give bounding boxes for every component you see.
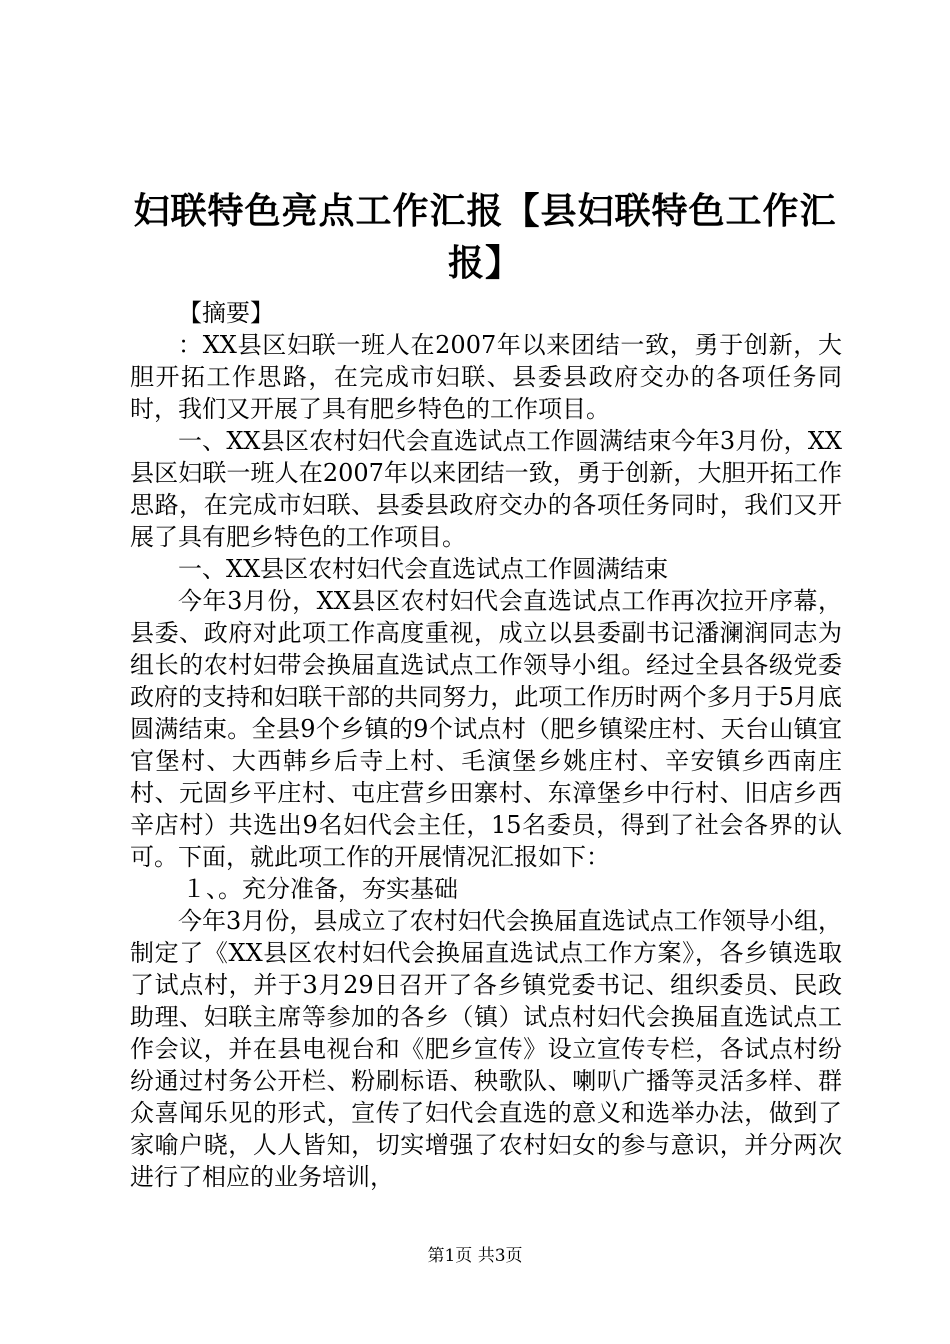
body-paragraph: 今年3月份，XX县区农村妇代会直选试点工作再次拉开序幕，县委、政府对此项工作高度重视，成立以县委副书记潘澜润同志为组长的农村妇带会换届直选试点工作领导小组。经过全县各级党委政府的支持和妇联干部的共同努力，此项工作历时两个多月于5月底圆满结束。全县9个乡镇的9个试点村（肥乡镇梁庄村、天台山镇宜官堡村、大西韩乡后寺上村、毛演堡乡姚庄村、辛安镇乡西南庄村、元固乡平庄村、屯庄营乡田寨村、东漳堡乡中行村、旧店乡西辛店村）共选出9名妇代会主任，15名委员，得到了社会各界的认可。下面，就此项工作的开展情况汇报如下： bbox=[130, 587, 842, 871]
section-heading: 一、XX县区农村妇代会直选试点工作圆满结束 bbox=[178, 555, 669, 583]
page-number: 第1页 共3页 bbox=[427, 1246, 523, 1266]
body-paragraph: 今年3月份，县成立了农村妇代会换届直选试点工作领导小组，制定了《XX县区农村妇代会换届直选试点工作方案》，各乡镇选取了试点村，并于3月29日召开了各乡镇党委书记、组织委员、民政助理、妇联主席等参加的各乡（镇）试点村妇代会换届直选试点工作会议，并在县电视台和《肥乡宣传》设立宣传专栏，各试点村纷纷通过村务公开栏、粉刷标语、秧歌队、喇叭广播等灵活多样、群众喜闻乐见的形式，宣传了妇代会直选的意义和选举办法，做到了家喻户晓，人人皆知，切实增强了农村妇女的参与意识，并分两次进行了相应的业务培训， bbox=[130, 907, 842, 1191]
subsection-heading: １、。充分准备，夯实基础 bbox=[182, 875, 458, 903]
abstract-paragraph: ：XX县区妇联一班人在2007年以来团结一致，勇于创新，大胆开拓工作思路，在完成市妇联、县委县政府交办的各项任务同时，我们又开展了具有肥乡特色的工作项目。 bbox=[130, 331, 842, 423]
abstract-heading: 【摘要】 bbox=[178, 299, 274, 327]
document-title: 妇联特色亮点工作汇报【县妇联特色工作汇报】 bbox=[133, 190, 837, 284]
document-body bbox=[130, 297, 842, 1193]
body-paragraph: 一、XX县区农村妇代会直选试点工作圆满结束今年3月份，XX县区妇联一班人在2007年以来团结一致，勇于创新，大胆开拓工作思路，在完成市妇联、县委县政府交办的各项任务同时，我们又开展了具有肥乡特色的工作项目。 bbox=[130, 427, 842, 551]
